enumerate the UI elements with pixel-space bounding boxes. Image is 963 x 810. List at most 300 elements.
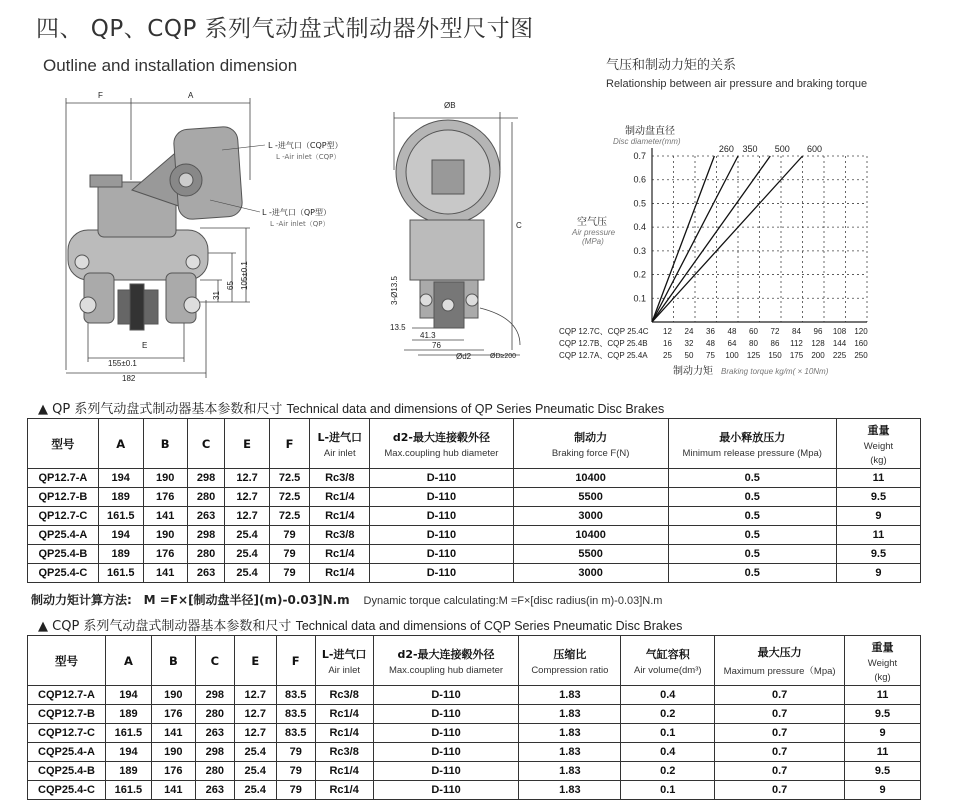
header-cn: A (116, 436, 126, 451)
header-en2: (kg) (870, 454, 887, 466)
x-tick-label: 144 (832, 339, 847, 348)
table-cell: 141 (143, 507, 187, 526)
table-row (28, 743, 921, 762)
qp-section-header-7 (370, 419, 514, 469)
inlet-cqp-cn: L -进气口（CQP型） (268, 141, 343, 150)
table-cell: 298 (187, 526, 225, 545)
qp-section-header-1 (98, 419, 143, 469)
x-tick-label: 24 (684, 327, 694, 336)
table-cell: D-110 (370, 507, 514, 526)
header-cn: 重量 (871, 640, 894, 654)
table-cell: 25.4 (225, 526, 269, 545)
table-cell: D-110 (370, 469, 514, 488)
table-cell: Rc3/8 (310, 526, 370, 545)
x-tick-label: 16 (663, 339, 672, 348)
table-cell: 11 (845, 686, 921, 705)
qp-section-header-4 (225, 419, 269, 469)
x-tick-label: 250 (854, 351, 868, 360)
header-cn: d2-最大连接毂外径 (392, 430, 490, 444)
header-cn: E (243, 436, 251, 451)
table-cell: 194 (105, 686, 151, 705)
table-cell: 1.83 (519, 705, 621, 724)
table-row (28, 526, 921, 545)
table-cell: D-110 (370, 564, 514, 583)
table-cell: 11 (845, 743, 921, 762)
table-cell: 1.83 (519, 686, 621, 705)
table-cell: 9.5 (836, 488, 920, 507)
table-cell: Rc1/4 (315, 705, 373, 724)
table-cell: 83.5 (276, 724, 315, 743)
dim-182: 182 (122, 374, 136, 383)
x-tick-label: 12 (663, 327, 672, 336)
header-cn: d2-最大连接毂外径 (397, 647, 495, 661)
x-tick-label: 84 (792, 327, 801, 336)
table-row (28, 545, 921, 564)
dim-c: C (516, 221, 522, 230)
x-tick-label: 25 (663, 351, 672, 360)
x-row-label: CQP 12.7A、CQP 25.4A (559, 351, 648, 360)
table-cell: CQP25.4-B (28, 762, 106, 781)
table-cell: D-110 (373, 762, 519, 781)
table-cell: D-110 (373, 781, 519, 800)
header-en: Minimum release pressure (Mpa) (682, 447, 822, 459)
table-cell: 0.5 (668, 469, 836, 488)
table-cell: 263 (187, 564, 225, 583)
table-cell: QP12.7-B (28, 488, 99, 507)
table-cell: 161.5 (105, 724, 151, 743)
table-cell: 189 (105, 705, 151, 724)
y-tick-label: 0.2 (633, 269, 646, 280)
table-cell: 79 (269, 526, 310, 545)
table-cell: 12.7 (225, 469, 269, 488)
x-label-en: Braking torque kg/m( × 10Nm) (721, 367, 829, 376)
table-cell: 280 (187, 488, 225, 507)
table-cell: 25.4 (225, 545, 269, 564)
cqp-section-header-0 (28, 636, 106, 686)
table-cell: 0.1 (621, 724, 715, 743)
qp-heading-en: Technical data and dimensions of QP Series Pneumatic Disc Brakes (286, 402, 665, 416)
table-cell: 0.7 (715, 724, 845, 743)
x-tick-label: 128 (811, 339, 825, 348)
table-cell: 189 (98, 488, 143, 507)
table-cell: 11 (836, 469, 920, 488)
table-cell: 9.5 (845, 705, 921, 724)
header-cn: 制动力 (574, 430, 608, 444)
y-tick-label: 0.7 (633, 151, 646, 161)
chart-title-cn: 气压和制动力矩的关系 (606, 58, 737, 73)
table-cell: QP25.4-C (28, 564, 99, 583)
inlet-qp-en: L -Air inlet（QP） (270, 220, 330, 228)
table-row (28, 686, 921, 705)
cqp-section-header-3 (195, 636, 234, 686)
formula-en: Dynamic torque calculating:M =F×[disc radius(in m)-0.03]N.m (363, 595, 663, 607)
legend-title-cn: 制动盘直径 (625, 126, 675, 137)
x-tick-label: 80 (749, 339, 758, 348)
table-cell: 161.5 (105, 781, 151, 800)
table-cell: 0.5 (668, 488, 836, 507)
x-tick-label: 120 (854, 327, 868, 336)
y-label-en2: (MPa) (582, 237, 604, 246)
series-line-600 (652, 156, 803, 322)
cqp-heading-cn: ▲ CQP 系列气动盘式制动器基本参数和尺寸 (38, 619, 292, 634)
series-label: 500 (774, 144, 790, 154)
table-cell: 12.7 (234, 724, 276, 743)
table-cell: 280 (195, 762, 234, 781)
table-cell: 194 (105, 743, 151, 762)
table-cell: 10400 (513, 526, 668, 545)
table-cell: QP12.7-C (28, 507, 99, 526)
table-cell: 25.4 (234, 762, 276, 781)
header-en: Air volume(dm³) (633, 664, 702, 676)
inlet-cqp-en: L -Air inlet（CQP） (276, 153, 341, 161)
page-title: 四、 QP、CQP 系列气动盘式制动器外型尺寸图 (36, 16, 534, 42)
header-cn: 最小释放压力 (719, 430, 786, 444)
table-cell: 9 (836, 507, 920, 526)
cqp-section-header-6 (315, 636, 373, 686)
formula-label: 制动力矩计算方法: (31, 593, 132, 607)
table-cell: 0.1 (621, 781, 715, 800)
x-tick-label: 100 (725, 351, 739, 360)
table-cell: 9 (845, 781, 921, 800)
table-row (28, 762, 921, 781)
x-tick-label: 60 (749, 327, 758, 336)
dim-155: 155±0.1 (108, 359, 137, 368)
x-tick-label: 48 (727, 327, 737, 336)
table-cell: 83.5 (276, 686, 315, 705)
table-cell: 10400 (513, 469, 668, 488)
dim-105: 105±0.1 (240, 261, 249, 290)
qp-section-header-0 (28, 419, 99, 469)
table-row (28, 705, 921, 724)
table-cell: 1.83 (519, 743, 621, 762)
y-label-en1: Air pressure (572, 228, 616, 237)
table-cell: Rc1/4 (310, 488, 370, 507)
table-cell: 12.7 (225, 507, 269, 526)
table-cell: 141 (143, 564, 187, 583)
table-cell: 25.4 (225, 564, 269, 583)
table-cell: 11 (836, 526, 920, 545)
table-cell: 9 (836, 564, 920, 583)
table-cell: 280 (187, 545, 225, 564)
y-tick-label: 0.3 (633, 245, 646, 256)
table-cell: 0.5 (668, 545, 836, 564)
page-subtitle: Outline and installation dimension (43, 56, 298, 75)
y-label-cn: 空气压 (577, 217, 607, 228)
table-cell: Rc3/8 (315, 743, 373, 762)
formula-equation: M =F×[制动盘半径](m)-0.03]N.m (143, 593, 350, 607)
dim-76: 76 (432, 341, 441, 350)
x-tick-label: 75 (706, 351, 715, 360)
cqp-section-header-2 (151, 636, 195, 686)
table-cell: 176 (151, 762, 195, 781)
table-cell: 176 (143, 545, 187, 564)
header-cn: 压缩比 (553, 647, 587, 661)
cqp-section-header-8 (519, 636, 621, 686)
y-tick-label: 0.4 (633, 222, 646, 233)
qp-section-heading (38, 398, 664, 417)
table-cell: 280 (195, 705, 234, 724)
series-line-260 (652, 156, 714, 322)
header-en: Weight (867, 657, 898, 669)
dim-b: ØB (444, 101, 456, 110)
table-cell: QP25.4-A (28, 526, 99, 545)
table-cell: 0.4 (621, 743, 715, 762)
table-cell: 194 (98, 469, 143, 488)
table-cell: 189 (98, 545, 143, 564)
table-cell: Rc1/4 (315, 762, 373, 781)
table-cell: 12.7 (234, 705, 276, 724)
qp-section-header-10 (836, 419, 920, 469)
qp-section-header-2 (143, 419, 187, 469)
header-en: Max.coupling hub diameter (384, 447, 499, 459)
inlet-qp-cn: L -进气口（QP型） (262, 208, 332, 217)
table-cell: 190 (151, 743, 195, 762)
header-cn: 重量 (867, 423, 890, 437)
dim-a: A (188, 91, 194, 100)
header-cn: F (285, 436, 294, 451)
table-cell: 5500 (513, 545, 668, 564)
series-label: 260 (718, 144, 734, 154)
table-cell: 0.7 (715, 762, 845, 781)
dim-13-5: 13.5 (390, 323, 406, 332)
table-cell: 3000 (513, 507, 668, 526)
y-tick-label: 0.6 (633, 174, 646, 185)
table-cell: D-110 (373, 724, 519, 743)
table-cell: 79 (269, 545, 310, 564)
table-cell: D-110 (370, 545, 514, 564)
header-cn: L-进气口 (317, 430, 363, 444)
table-cell: 1.83 (519, 762, 621, 781)
table-cell: 190 (143, 526, 187, 545)
table-cell: 161.5 (98, 507, 143, 526)
table-cell: 194 (98, 526, 143, 545)
table-cell: 79 (269, 564, 310, 583)
header-cn: A (123, 653, 133, 668)
table-cell: D-110 (373, 686, 519, 705)
table-cell: 83.5 (276, 705, 315, 724)
x-tick-label: 48 (706, 339, 715, 348)
outline-drawing (0, 85, 560, 385)
table-cell: 9.5 (845, 762, 921, 781)
series-label: 350 (742, 144, 758, 154)
table-cell: 190 (143, 469, 187, 488)
table-cell: D-110 (370, 526, 514, 545)
header-en: Weight (863, 440, 894, 452)
x-tick-label: 36 (706, 327, 715, 336)
x-row-label: CQP 12.7C、CQP 25.4C (559, 327, 649, 336)
table-cell: 298 (187, 469, 225, 488)
dim-e: E (142, 341, 148, 350)
x-tick-label: 108 (832, 327, 847, 336)
dim-65: 65 (226, 281, 235, 290)
table-cell: 79 (276, 781, 315, 800)
qp-section-header-9 (668, 419, 836, 469)
table-cell: 161.5 (98, 564, 143, 583)
cqp-heading-en: Technical data and dimensions of CQP Series Pneumatic Disc Brakes (295, 619, 683, 633)
table-cell: 12.7 (225, 488, 269, 507)
x-tick-label: 160 (854, 339, 868, 348)
dim-d2: Ød2 (456, 352, 472, 361)
header-cn: 气缸容积 (645, 647, 690, 661)
qp-section-header-3 (187, 419, 225, 469)
table-cell: 0.4 (621, 686, 715, 705)
table-cell: 1.83 (519, 724, 621, 743)
x-label-cn: 制动力矩 (673, 366, 713, 377)
qp-spec-table (27, 418, 921, 583)
header-cn: B (160, 436, 170, 451)
table-cell: CQP12.7-C (28, 724, 106, 743)
table-cell: Rc3/8 (310, 469, 370, 488)
table-cell: 298 (195, 743, 234, 762)
x-tick-label: 225 (832, 351, 847, 360)
table-cell: 72.5 (269, 469, 310, 488)
table-cell: 5500 (513, 488, 668, 507)
pressure-torque-chart (555, 118, 885, 388)
chart-title-en: Relationship between air pressure and braking torque (606, 78, 868, 90)
header-cn: B (168, 653, 178, 668)
header-en: Air inlet (328, 664, 360, 676)
table-cell: Rc1/4 (310, 507, 370, 526)
table-cell: 3000 (513, 564, 668, 583)
table-row (28, 781, 921, 800)
table-cell: 0.7 (715, 743, 845, 762)
table-cell: 12.7 (234, 686, 276, 705)
header-cn: E (251, 653, 260, 668)
qp-section-header-8 (513, 419, 668, 469)
cqp-section-heading (38, 615, 682, 634)
table-cell: 0.2 (621, 762, 715, 781)
table-cell: CQP12.7-A (28, 686, 106, 705)
table-cell: 176 (143, 488, 187, 507)
cqp-section-header-5 (276, 636, 315, 686)
dim-31: 31 (212, 291, 221, 300)
table-cell: Rc1/4 (310, 545, 370, 564)
cqp-section-header-10 (715, 636, 845, 686)
table-cell: 0.7 (715, 705, 845, 724)
header-cn: 型号 (54, 653, 78, 668)
table-row (28, 724, 921, 743)
table-cell: 298 (195, 686, 234, 705)
x-tick-label: 125 (746, 351, 761, 360)
cqp-section-header-11 (845, 636, 921, 686)
table-cell: 190 (151, 686, 195, 705)
table-cell: QP12.7-A (28, 469, 99, 488)
table-cell: 79 (276, 762, 315, 781)
table-cell: 72.5 (269, 507, 310, 526)
y-tick-label: 0.5 (633, 198, 646, 209)
table-cell: CQP25.4-C (28, 781, 106, 800)
dim-41-3: 41.3 (420, 331, 436, 340)
dim-bigd: ØD≥200 (490, 353, 517, 360)
header-en2: (kg) (874, 671, 891, 683)
table-cell: Rc1/4 (315, 724, 373, 743)
x-tick-label: 64 (727, 339, 737, 348)
cqp-spec-table (27, 635, 921, 800)
table-cell: 25.4 (234, 781, 276, 800)
header-cn: C (201, 436, 211, 451)
table-cell: 189 (105, 762, 151, 781)
x-tick-label: 86 (770, 339, 780, 348)
legend-title-en: Disc diameter(mm) (613, 137, 681, 146)
table-cell: 176 (151, 705, 195, 724)
x-tick-label: 72 (770, 327, 780, 336)
dim-f: F (98, 91, 103, 100)
dim-hole: 3-Ø13.5 (390, 276, 399, 305)
x-tick-label: 32 (684, 339, 694, 348)
table-cell: D-110 (370, 488, 514, 507)
table-cell: Rc1/4 (315, 781, 373, 800)
header-cn: C (210, 653, 220, 668)
cqp-section-header-1 (105, 636, 151, 686)
table-cell: 79 (276, 743, 315, 762)
table-cell: 9 (845, 724, 921, 743)
table-cell: 25.4 (234, 743, 276, 762)
table-cell: 0.2 (621, 705, 715, 724)
series-label: 600 (806, 144, 823, 154)
table-cell: D-110 (373, 705, 519, 724)
header-cn: F (291, 653, 300, 668)
cqp-section-header-4 (234, 636, 276, 686)
header-en: Air inlet (323, 447, 356, 459)
table-cell: 0.7 (715, 781, 845, 800)
table-cell: Rc1/4 (310, 564, 370, 583)
x-tick-label: 175 (789, 351, 804, 360)
table-cell: 72.5 (269, 488, 310, 507)
table-row (28, 564, 921, 583)
table-row (28, 469, 921, 488)
table-cell: 263 (187, 507, 225, 526)
x-row-label: CQP 12.7B、CQP 25.4B (559, 339, 648, 348)
table-cell: Rc3/8 (315, 686, 373, 705)
table-cell: D-110 (373, 743, 519, 762)
series-line-500 (652, 156, 770, 322)
header-cn: 最大压力 (757, 646, 802, 659)
table-cell: CQP12.7-B (28, 705, 106, 724)
table-cell: 0.5 (668, 564, 836, 583)
table-cell: 0.7 (715, 686, 845, 705)
table-row (28, 488, 921, 507)
qp-heading-cn: ▲ QP 系列气动盘式制动器基本参数和尺寸 (38, 402, 283, 417)
table-cell: 0.5 (668, 526, 836, 545)
table-row (28, 507, 921, 526)
x-tick-label: 112 (790, 339, 803, 348)
header-cn: L-进气口 (321, 647, 367, 661)
x-tick-label: 50 (684, 351, 694, 360)
x-tick-label: 150 (768, 351, 782, 360)
table-cell: QP25.4-B (28, 545, 99, 564)
x-tick-label: 200 (811, 351, 825, 360)
x-tick-label: 96 (813, 327, 823, 336)
table-cell: 0.5 (668, 507, 836, 526)
cqp-section-header-9 (621, 636, 715, 686)
table-cell: CQP25.4-A (28, 743, 106, 762)
header-en: Compression ratio (531, 664, 609, 676)
torque-formula (31, 591, 662, 608)
table-cell: 263 (195, 781, 234, 800)
table-cell: 1.83 (519, 781, 621, 800)
y-tick-label: 0.1 (633, 293, 646, 304)
qp-section-header-5 (269, 419, 310, 469)
cqp-section-header-7 (373, 636, 519, 686)
table-cell: 9.5 (836, 545, 920, 564)
table-cell: 141 (151, 781, 195, 800)
table-cell: 263 (195, 724, 234, 743)
header-en: Maximum pressure（Mpa) (723, 666, 836, 677)
qp-section-header-6 (310, 419, 370, 469)
header-en: Max.coupling hub diameter (388, 664, 504, 676)
table-cell: 141 (151, 724, 195, 743)
header-en: Braking force F(N) (551, 447, 630, 459)
